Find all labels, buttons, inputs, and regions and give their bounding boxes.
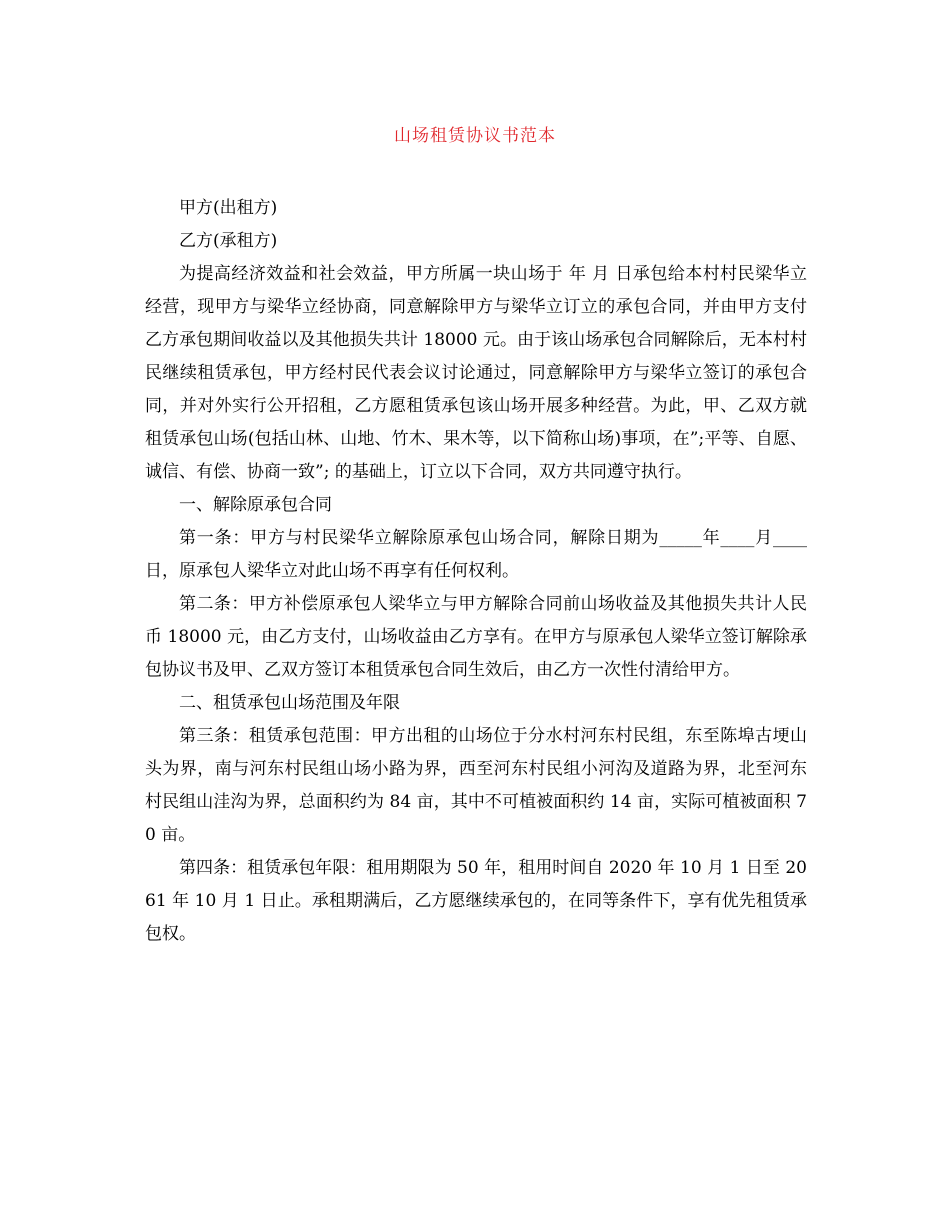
section-heading-1: 一、解除原承包合同 (179, 495, 332, 515)
party-a-line: 甲方(出租方) (179, 198, 278, 218)
article-2: 第二条：甲方补偿原承包人梁华立与甲方解除合同前山场收益及其他损失共计人民币 18000 元，由乙方支付，山场收益由乙方享有。在甲方与原承包人梁华立签订解除承包协议书及甲、乙双方签订本租赁承包合同生效后，由乙方一次性付清给甲方。 (145, 594, 807, 680)
document-body (145, 192, 807, 951)
preamble-paragraph: 为提高经济效益和社会效益，甲方所属一块山场于 年 月 日承包给本村村民梁华立经营，现甲方与梁华立经协商，同意解除甲方与梁华立订立的承包合同，并由甲方支付乙方承包期间收益以及其他损失共计 18000 元。由于该山场承包合同解除后，无本村村民继续租赁承包，甲方经村民代表会议讨论通过，同意解除甲方与梁华立签订的承包合同，并对外实行公开招租，乙方愿租赁承包该山场开展多种经营。为此，甲、乙双方就租赁承包山场(包括山林、山地、竹木、果木等，以下简称山场)事项，在”;平等、自愿、诚信、有偿、协商一致”; 的基础上，订立以下合同，双方共同遵守执行。 (145, 264, 807, 482)
article-4: 第四条：租赁承包年限：租用期限为 50 年，租用时间自 2020 年 10 月 1 日至 2061 年 10 月 1 日止。承租期满后，乙方愿继续承包的，在同等条件下，享有优先租赁承包权。 (145, 858, 807, 944)
document-title: 山场租赁协议书范本 (394, 126, 556, 146)
section-heading-2: 二、租赁承包山场范围及年限 (179, 693, 400, 713)
article-3: 第三条：租赁承包范围：甲方出租的山场位于分水村河东村民组，东至陈埠古埂山头为界，南与河东村民组山场小路为界，西至河东村民组小河沟及道路为界，北至河东村民组山洼沟为界，总面积约为 84 亩，其中不可植被面积约 14 亩，实际可植被面积 70 亩。 (145, 726, 807, 845)
party-b-line: 乙方(承租方) (179, 231, 278, 251)
article-1: 第一条：甲方与村民梁华立解除原承包山场合同，解除日期为_____年____月____日，原承包人梁华立对此山场不再享有任何权利。 (145, 528, 807, 581)
